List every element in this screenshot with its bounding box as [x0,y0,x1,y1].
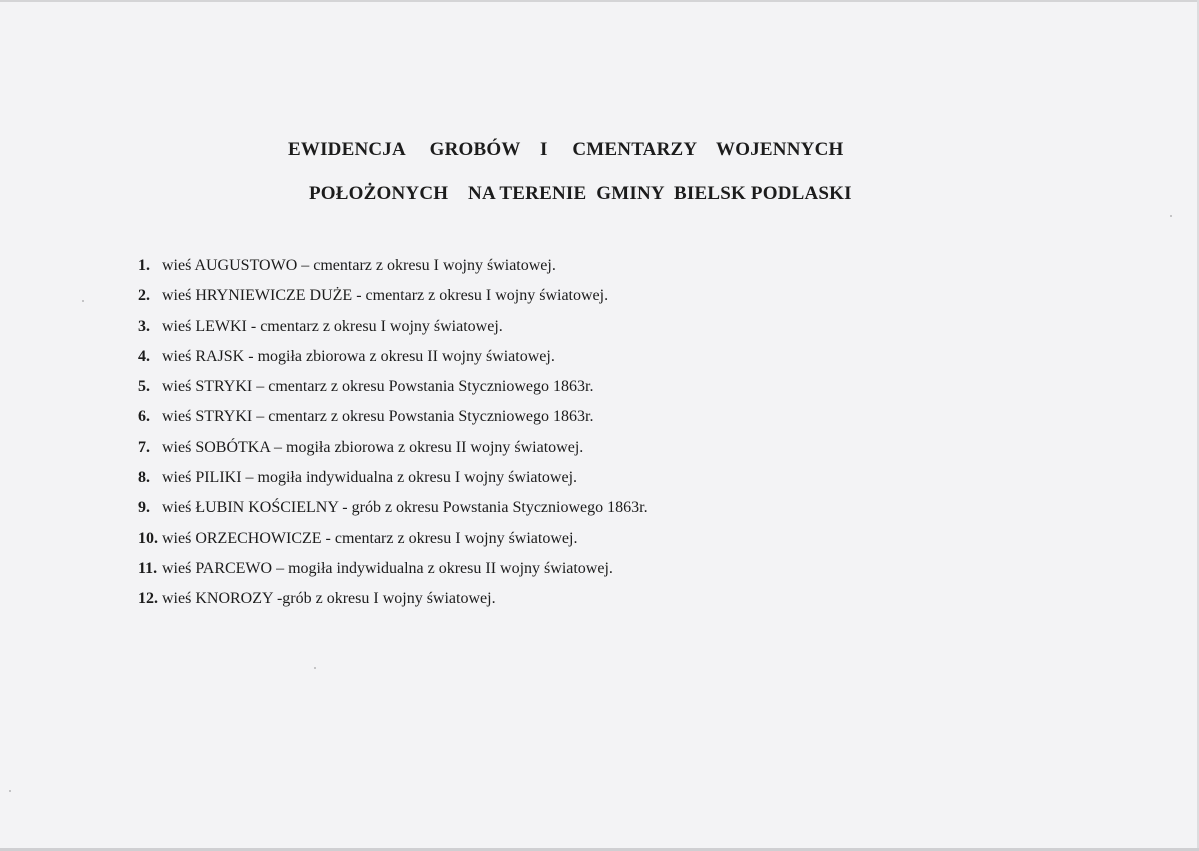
list-item [138,560,648,590]
item-text: wieś PILIKI – mogiła indywidualna z okresu I wojny światowej. [162,469,578,487]
list-item [138,348,648,378]
list-item [138,287,648,317]
item-text: wieś SOBÓTKA – mogiła zbiorowa z okresu II wojny światowej. [162,438,584,456]
item-text: wieś HRYNIEWICZE DUŻE - cmentarz z okresu I wojny światowej. [162,287,609,305]
page-top-edge [0,0,1199,2]
item-number: 2. [138,287,150,305]
list-item [138,408,648,438]
item-number: 6. [138,408,150,426]
list-item [138,469,648,499]
item-text: wieś RAJSK - mogiła zbiorowa z okresu II wojny światowej. [162,347,555,365]
item-text: wieś KNOROZY -grób z okresu I wojny światowej. [162,590,496,608]
list-item [138,318,648,348]
item-text: wieś STRYKI – cmentarz z okresu Powstania Styczniowego 1863r. [162,378,594,396]
item-text: wieś AUGUSTOWO – cmentarz z okresu I wojny światowej. [162,257,556,274]
item-number: 7. [138,438,150,456]
item-text: wieś ŁUBIN KOŚCIELNY - grób z okresu Powstania Styczniowego 1863r. [162,499,648,517]
item-text: wieś STRYKI – cmentarz z okresu Powstania Styczniowego 1863r. [162,408,594,426]
item-text: wieś LEWKI - cmentarz z okresu I wojny światowej. [162,317,503,335]
scan-speck [1170,215,1172,217]
item-number: 11. [138,559,158,577]
item-number: 9. [138,499,150,517]
list-item [138,499,648,529]
document-title-line-1: EWIDENCJA GROBÓW I CMENTARZY WOJENNYCH [288,139,844,160]
list-item [138,530,648,560]
list-item [138,439,648,469]
list-item [138,257,648,287]
item-number: 12. [138,590,158,608]
item-number: 8. [138,469,150,487]
war-graves-list [138,257,648,621]
list-item [138,590,648,620]
list-item [138,378,648,408]
item-number: 5. [138,378,150,396]
scan-speck [9,790,11,792]
item-number: 1. [138,257,150,274]
item-number: 4. [138,347,150,365]
item-number: 10. [138,529,158,547]
item-text: wieś PARCEWO – mogiła indywidualna z okresu II wojny światowej. [162,559,613,577]
document-title-line-2: POŁOŻONYCH NA TERENIE GMINY BIELSK PODLASKI [309,183,852,204]
scan-speck [82,300,84,302]
scan-speck [314,667,316,669]
item-number: 3. [138,317,150,335]
item-text: wieś ORZECHOWICZE - cmentarz z okresu I wojny światowej. [162,529,578,547]
